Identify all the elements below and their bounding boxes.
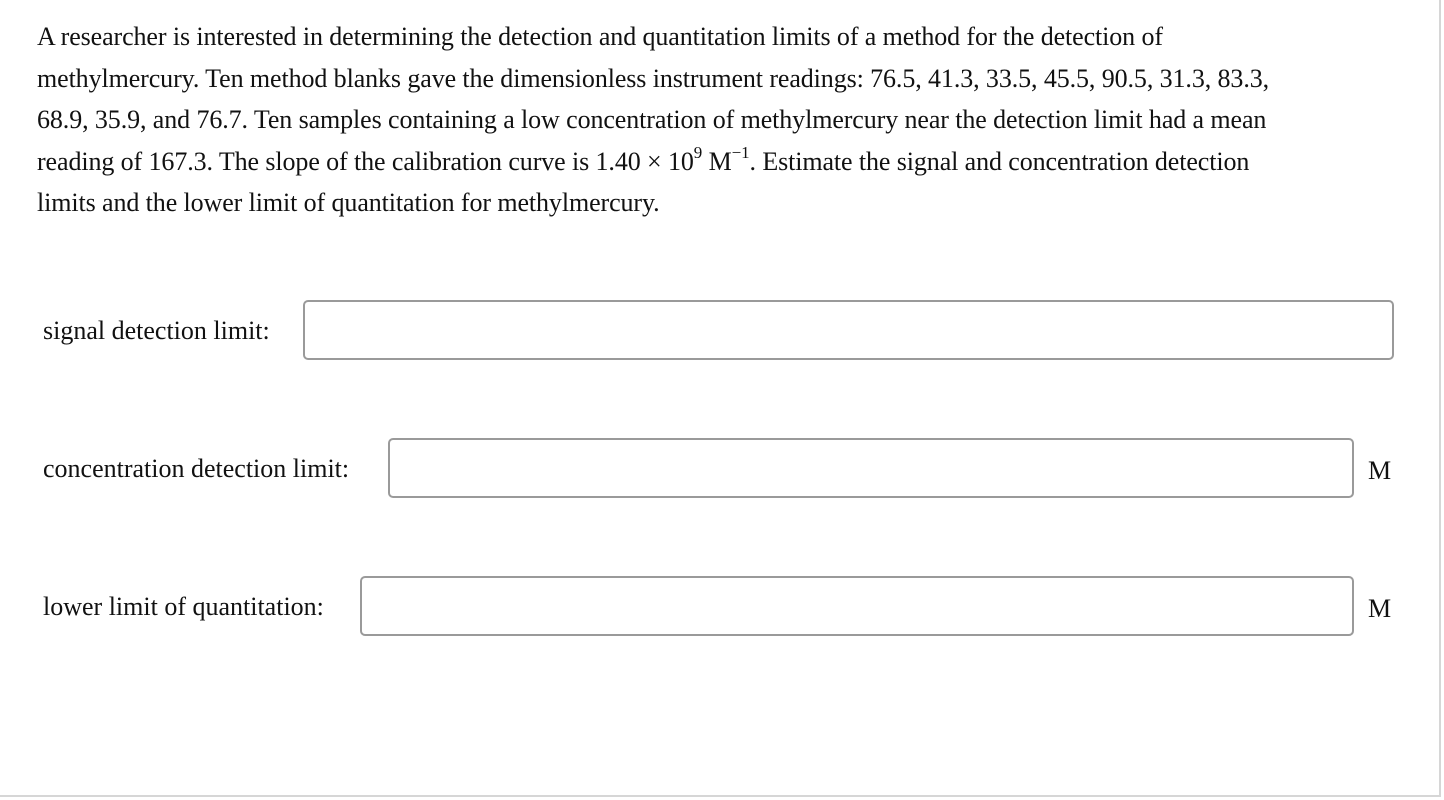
question-line: methylmercury. Ten method blanks gave the dimensionless instrument readings: 76.5, 41.3, 33.5, 45.5, 90.5, 31.3, 83.3, [37, 63, 1270, 93]
concentration-detection-limit-label: concentration detection limit: [43, 454, 350, 483]
concentration-unit: M [1368, 456, 1392, 485]
concentration-detection-limit-input[interactable] [388, 438, 1354, 498]
quantitation-unit: M [1368, 594, 1392, 623]
signal-detection-limit-input[interactable] [303, 300, 1394, 360]
lower-limit-of-quantitation-input[interactable] [360, 576, 1354, 636]
exponent: 9 [693, 142, 703, 162]
question-line [37, 141, 1397, 183]
question-fragment: M [702, 146, 732, 176]
signal-detection-limit-label: signal detection limit: [43, 316, 270, 345]
question-fragment: . Estimate the signal and concentration detection [749, 146, 1250, 176]
exponent: −1 [731, 142, 750, 162]
question-line: limits and the lower limit of quantitation for methylmercury. [37, 188, 660, 217]
lower-limit-of-quantitation-label: lower limit of quantitation: [43, 592, 324, 621]
question-line: A researcher is interested in determining the detection and quantitation limits of a method for the detection of [37, 22, 1163, 51]
question-fragment: reading of 167.3. The slope of the calibration curve is 1.40 × 10 [37, 146, 694, 176]
question-text [37, 16, 1397, 224]
question-line: 68.9, 35.9, and 76.7. Ten samples containing a low concentration of methylmercury near the detection limit had a mean [37, 105, 1267, 134]
